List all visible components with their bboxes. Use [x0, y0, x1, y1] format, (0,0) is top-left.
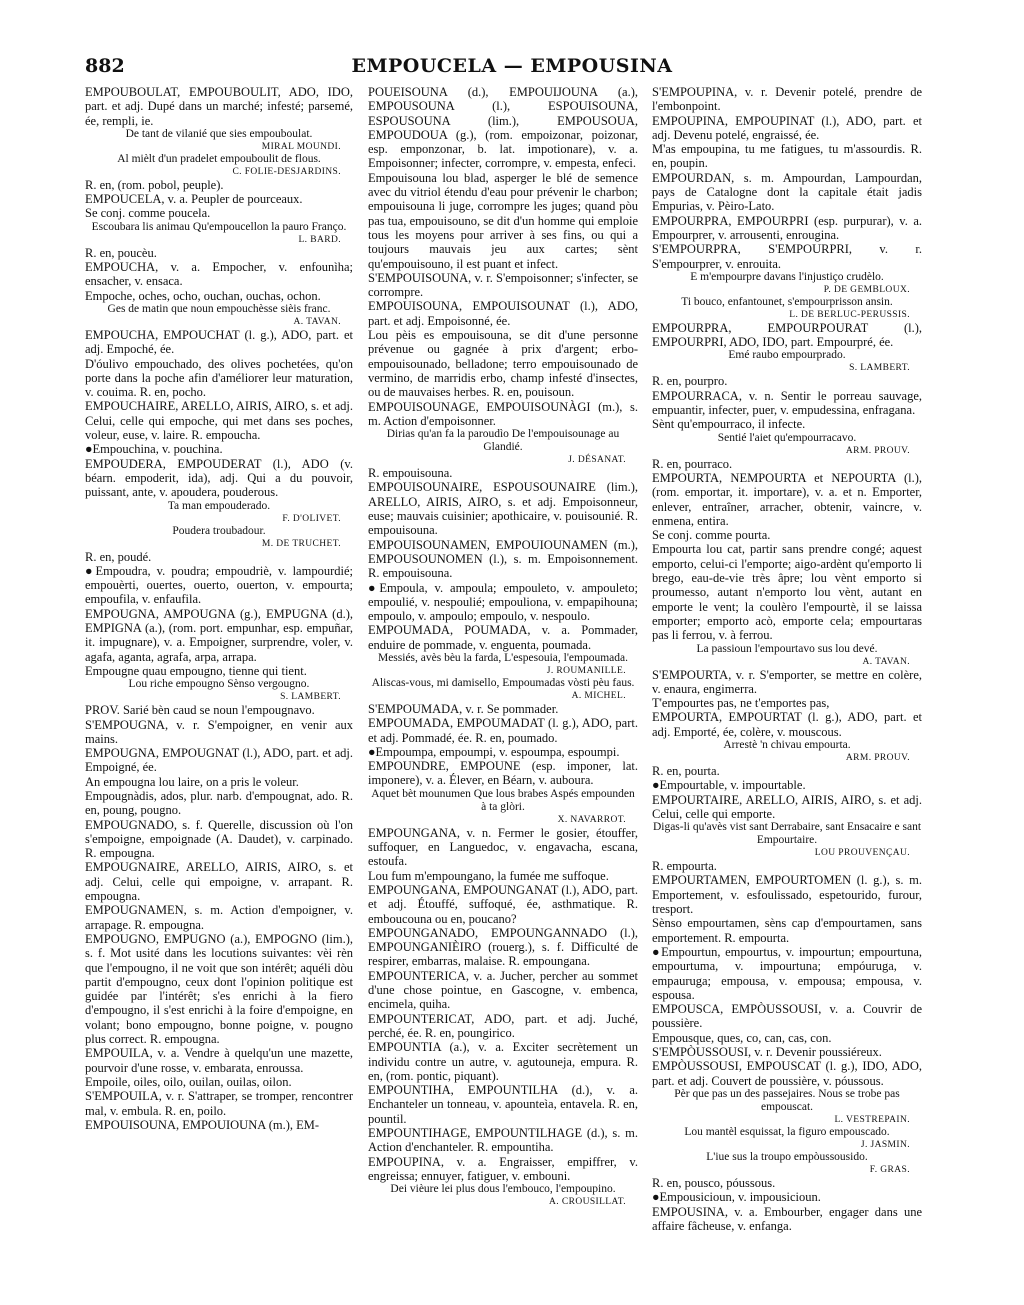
- dictionary-entry: EMPOUCHAIRE, ARELLO, AIRIS, AIRO, s. et adj. Celui, celle qui empoche, qui met dans ses poches, voleur, euse, v. laire. R. empoucha.: [85, 399, 353, 443]
- dictionary-entry: Empourta lou cat, partir sans prendre congé; aquest emporto, celui-ci l'emporte; aigo-ardènt qu'emporto li brego, eau-de-vie très âpre; lou vènt emporto si proumesso, autant n'emporto lou vènt, autant en emporte le vent; la coulèro l'empourtè, il se laissa emporter; emporto acò, emporte cela; empourtaras pas li ferrou, v. à ferrou.: [652, 542, 922, 643]
- dictionary-entry: EMPOUISOUNAGE, EMPOUISOUNÀGI (m.), s. m. Action d'empoisonner.: [368, 399, 638, 428]
- dictionary-entry: EMPOURPRA, EMPOURPOURAT (l.), EMPOURPRI, ADO, IDO, part. Empourpré, ée.: [652, 320, 922, 350]
- dictionary-entry: Sènso empourtamen, sèns cap d'empourtamen, sans emportement. R. empourta.: [652, 916, 922, 945]
- page-number: 882: [85, 55, 125, 77]
- dictionary-entry: EMPOURTA, NEMPOURTA et NEPOURTA (l.), (rom. emportar, it. importare), v. a. et n. Emporter, enlever, entraîner, arracher, obtenir, vaincre, v. enmena, entira.: [652, 470, 922, 528]
- dictionary-entry: S'EMPOURPRA, S'EMPOURPRI, v. r. S'empourprer, v. enrouita.: [652, 242, 922, 271]
- dictionary-entry: ●Empoula, v. ampoula; empouleto, v. ampouleto; empoulié, v. nespoulié; empouliona, v. empapihouna; empoulo, v. ampoulo; empoulo, v. nespoulo.: [368, 580, 638, 624]
- running-title: EMPOUCELA — EMPOUSINA: [351, 55, 673, 77]
- citation-quote: Aliscas-vous, mi damisello, Empoumadas vòsti pèu faus.: [371, 676, 635, 689]
- dictionary-entry: EMPOUNTERICAT, ADO, part. et adj. Juché, perché, ée. R. en, poungirico.: [368, 1011, 638, 1040]
- dictionary-entry: EMPOUILA, v. a. Vendre à quelqu'un une mazette, pourvoir d'une rosse, v. embarata, enroussa.: [85, 1046, 353, 1075]
- dictionary-entry: R. en, pourpro.: [652, 374, 728, 389]
- citation-quote: Escoubara lis animau Qu'empoucellon la pauro Franço.: [91, 220, 347, 233]
- dictionary-entry: S'EMPOUMADA, v. r. Se pommader.: [368, 701, 559, 716]
- dictionary-entry: R. en, pousco, póussous.: [652, 1175, 776, 1190]
- dictionary-entry: EMPOUNGANA, v. n. Fermer le gosier, étouffer, suffoquer, en Languedoc, v. engavacha, escana, estoufa.: [368, 825, 638, 869]
- dictionary-entry: EMPOUISOUNAMEN, EMPOUIOUNAMEN (m.), EMPOUSOUNOMEN (l.), s. m. Empoisonnement. R. empouisouna.: [368, 537, 638, 581]
- citation-quote: Sentié l'aiet qu'empourracavo.: [717, 431, 857, 444]
- dictionary-entry: ●Empourtable, v. impourtable.: [652, 778, 806, 793]
- dictionary-entry: S'EMPOUPINA, v. r. Devenir potelé, prendre de l'embonpoint.: [652, 85, 922, 114]
- dictionary-entry: EMPOUCELA, v. a. Peupler de pourceaux.: [85, 192, 303, 207]
- citation-author: J. JASMIN.: [860, 1139, 910, 1150]
- dictionary-entry: R. en, poudé.: [85, 549, 152, 564]
- dictionary-entry: R. en, (rom. pobol, peuple).: [85, 177, 224, 192]
- dictionary-entry: EMPOUGNO, EMPUGNO (a.), EMPOGNO (lim.), s. f. Mot usité dans les locutions suivantes: vèi rèn que l'empougno, il ne voit que son intérêt; aquéli dòu partit d'empougno, ceux dont l'opinion politique est guidée par l'intérêt; s'es enrichi à la fiero d'empougno, il s'est enrichi à la foire d'empoigne, en volant; bono empougno, bonne poigne, v. pougno plus correct. R. empougna.: [85, 931, 353, 1047]
- dictionary-entry: Lou fum m'empoungano, la fumée me suffoque.: [368, 868, 609, 883]
- citation-author: L. VESTREPAIN.: [834, 1114, 910, 1125]
- dictionary-entry: EMPOUSINA, v. a. Embourber, engager dans une affaire fâcheuse, v. enfanga.: [652, 1204, 922, 1233]
- dictionary-entry: R. en, pourraco.: [652, 456, 733, 471]
- dictionary-entry: EMPOUGNADO, s. f. Querelle, discussion où l'on s'empoigne, empoignade (A. Daudet), v. carpinado. R. empougna.: [85, 817, 353, 861]
- dictionary-entry: EMPOUDERA, EMPOUDERAT (l.), ADO (v. béarn. empoderit, ida), adj. Qui a du pouvoir, puissant, ante, v. apoudera, pouderous.: [85, 456, 353, 500]
- dictionary-entry: EMPOUNTIHAGE, EMPOUNTILHAGE (d.), s. m. Action d'enchanteler. R. empountiha.: [368, 1126, 638, 1155]
- dictionary-entry: EMPOUMADA, EMPOUMADAT (l. g.), ADO, part. et adj. Pommadé, ée. R. en, poumado.: [368, 716, 638, 745]
- column-left: [85, 85, 353, 1132]
- dictionary-entry: Se conj. comme poucela.: [85, 206, 211, 221]
- dictionary-entry: M'as empoupina, tu me fatigues, tu m'assourdis. R. en, poupin.: [652, 142, 922, 171]
- dictionary-entry: Empouisouna lou blad, asperger le blé de semence avec du vitriol étendu d'eau pour prévenir le charbon; empouisouna li juge, corrompre les juges; quand pòu pas tua, empouisouno, se dit d'un homme qui emploie tous les moyens pour arriver à ses fins, ou qui a toujours mauvais jeu aux cartes; sènt qu'empouisouno, il est puant et infect.: [368, 170, 638, 271]
- citation-quote: Lou mantèl esquissat, la figuro empouscado.: [684, 1125, 890, 1138]
- dictionary-entry: EMPOUNTIA (a.), v. a. Exciter secrètement un individu contre un autre, v. agutouneja, empura. R. en, (rom. pontic, piquant).: [368, 1040, 638, 1083]
- dictionary-entry: EMPOUCHA, v. a. Empocher, v. enfounìha; ensacher, v. ensaca.: [85, 260, 353, 289]
- dictionary-entry: EMPÒUSSOUSI, EMPOUSCAT (l. g.), IDO, ADO, part. et adj. Couvert de poussière, v. póussous.: [652, 1059, 922, 1088]
- dictionary-entry: Empougnàdis, ados, plur. narb. d'empougnat, ado. R. en, poung, pougno.: [85, 788, 353, 818]
- dictionary-entry: Empousque, ques, co, can, cas, con.: [652, 1030, 832, 1045]
- citation-quote: Al mièlt d'un pradelet empouboulit de flous.: [117, 152, 321, 165]
- citation-quote: Lou riche empougno Sènso vergougno.: [128, 678, 310, 691]
- citation-quote: Ti bouco, enfantounet, s'empourprisson ansin.: [681, 295, 893, 308]
- dictionary-entry: PROV. Sarié bèn caud se noun l'empougnavo.: [85, 703, 315, 718]
- citation-quote: Aquet bèt mounumen Que lous brabes Aspés empounden à ta glòri.: [371, 787, 635, 813]
- citation-author: P. DE GEMBLOUX.: [823, 284, 910, 295]
- dictionary-entry: EMPOUISOUNAIRE, ESPOUSOUNAIRE (lim.), ARELLO, AIRIS, AIRO, s. et adj. Empoisonneur, euse; mauvais cuisinier; apothicaire, v. pouisounié. R. empouisouna.: [368, 480, 638, 538]
- dictionary-entry: R. empouisouna.: [368, 466, 453, 481]
- citation-author: L. DE BERLUC-PERUSSIS.: [789, 309, 910, 320]
- dictionary-entry: EMPOURDAN, s. m. Ampourdan, Lampourdan, pays de Catalogne dont la capitale était jadis Empurias, v. Pèiro-Lato.: [652, 170, 922, 214]
- citation-author: X. NAVARROT.: [557, 814, 626, 825]
- dictionary-entry: T'empourtes pas, ne t'emportes pas,: [652, 696, 830, 711]
- dictionary-entry: EMPOUSCA, EMPÒUSSOUSI, v. a. Couvrir de poussière.: [652, 1002, 922, 1031]
- dictionary-entry: EMPOUGNA, AMPOUGNA (g.), EMPUGNA (d.), EMPIGNA (a.), (rom. port. empunhar, esp. empuñar, it. impugnare), v. a. Empoigner, surprendre, voler, v. agafa, aganta, agrafa, arpa, arrapa.: [85, 606, 353, 664]
- column-right: [652, 85, 922, 1233]
- dictionary-entry: EMPOUNTIHA, EMPOUNTILHA (d.), v. a. Enchanteler un tonneau, v. apounteìa, entavela. R. en, pountil.: [368, 1083, 638, 1126]
- citation-author: A. TAVAN.: [862, 656, 910, 667]
- dictionary-entry: EMPOUISOUNA, EMPOUIOUNA (m.), EM-: [85, 1117, 320, 1132]
- dictionary-entry: EMPOUBOULAT, EMPOUBOULIT, ADO, IDO, part. et adj. Dupé dans un marché; infesté; parsemé, ée, rempli, ie.: [85, 85, 353, 128]
- dictionary-entry: EMPOURTAIRE, ARELLO, AIRIS, AIRO, s. et adj. Celui, celle qui emporte.: [652, 792, 922, 821]
- dictionary-entry: EMPOURTAMEN, EMPOURTOMEN (l. g.), s. m. Emportement, v. esfoulissado, espetourido, furour, tresport.: [652, 873, 922, 917]
- citation-quote: Arrestè 'n chivau empourta.: [723, 738, 851, 751]
- dictionary-entry: D'óulivo empouchado, des olives pochetées, qu'on porte dans la poche afin d'améliorer leur maturation, v. couima. R. en, pocho.: [85, 356, 353, 400]
- dictionary-entry: Lou pèis es empouisouna, se dit d'une personne prévenue ou gagnée à prix d'argent; erbo-empouisounado, belladone; terro empouisounado de vermino, de marridis erbo, champ infesté d'insectes, ou de mauvaises herbes. R. en, pouisoun.: [368, 328, 638, 400]
- dictionary-entry: S'EMPOUILA, v. r. S'attraper, se tromper, rencontrer mal, v. embula. R. en, poilo.: [85, 1089, 353, 1118]
- dictionary-entry: EMPOURTA, EMPOURTAT (l. g.), ADO, part. et adj. Emporté, ée, colère, v. mouscous.: [652, 710, 922, 739]
- dictionary-entry: EMPOUGNAIRE, ARELLO, AIRIS, AIRO, s. et adj. Celui, celle qui empoigne, v. arrapant. R. empougna.: [85, 860, 353, 904]
- dictionary-entry: ●Empoumpa, empoumpi, v. espoumpa, espoumpi.: [368, 744, 620, 759]
- dictionary-entry: EMPOUPINA, v. a. Engraisser, empiffrer, v. engreissa; ennuyer, fatiguer, v. embouni.: [368, 1154, 638, 1183]
- dictionary-entry: S'EMPÒUSSOUSI, v. r. Devenir poussiéreux.: [652, 1045, 882, 1060]
- dictionary-entry: ●Empoudra, v. poudra; empoudriè, v. lampourdié; empouèrti, ouertes, ouerto, ouerton, v. empourta; empoufila, v. enfaufila.: [85, 563, 353, 607]
- citation-author: ARM. PROUV.: [845, 752, 910, 763]
- citation-author: LOU PROUVENÇAU.: [814, 848, 910, 859]
- dictionary-entry: EMPOUGNA, EMPOUGNAT (l.), ADO, part. et adj. Empoigné, ée.: [85, 746, 353, 775]
- dictionary-entry: EMPOUISOUNA, EMPOUISOUNAT (l.), ADO, part. et adj. Empoisonné, ée.: [368, 299, 638, 328]
- dictionary-entry: EMPOUNGANADO, EMPOUNGANNADO (l.), EMPOUNGANIÈIRO (rouerg.), s. f. Difficulté de respirer, embarras, malaise. R. empoungana.: [368, 925, 638, 969]
- dictionary-entry: EMPOUNTERICA, v. a. Jucher, percher au sommet d'une chose pointue, en Gascogne, v. embenca, encimela, quiha.: [368, 968, 638, 1012]
- dictionary-entry: S'EMPOUISOUNA, v. r. S'empoisonner; s'infecter, se corrompre.: [368, 270, 638, 300]
- dictionary-entry: Sènt qu'empourraco, il infecte.: [652, 417, 806, 432]
- dictionary-entry: EMPOURPRA, EMPOURPRI (esp. purpurar), v. a. Empourprer, v. arrousenti, enrougina.: [652, 213, 922, 242]
- citation-author: S. LAMBERT.: [849, 363, 910, 374]
- dictionary-entry: ●Empousicioun, v. impousicioun.: [652, 1190, 821, 1205]
- citation-quote: E m'empourpre davans l'injustiço crudèlo.: [690, 270, 884, 283]
- citation-author: A. CROUSILLAT.: [549, 1197, 626, 1208]
- citation-quote: L'iue sus la troupo empòussousido.: [706, 1150, 868, 1163]
- dictionary-entry: EMPOUMADA, POUMADA, v. a. Pommader, enduire de pommade, v. enguenta, poumada.: [368, 623, 638, 652]
- citation-author: MIRAL MOUNDI.: [261, 141, 341, 152]
- dictionary-entry: Empougne quau empougno, tienne qui tient.: [85, 663, 307, 678]
- dictionary-entry: EMPOURRACA, v. n. Sentir le porreau sauvage, empuantir, infecter, puer, v. empudessina, enfragana.: [652, 388, 922, 418]
- dictionary-entry: S'EMPOURTA, v. r. S'emporter, se mettre en colère, v. enaura, engimerra.: [652, 667, 922, 696]
- dictionary-entry: EMPOUNGANA, EMPOUNGANAT (l.), ADO, part. et adj. Étouffé, suffoqué, ée, asthmatique. R. emboucouna ou en, poucano?: [368, 882, 638, 926]
- citation-author: J. ROUMANILLE.: [546, 665, 626, 676]
- dictionary-entry: ●Empouchina, v. pouchina.: [85, 442, 223, 457]
- dictionary-entry: An empougna lou laire, on a pris le voleur.: [85, 774, 299, 789]
- citation-quote: Emé raubo empourprado.: [728, 349, 846, 362]
- dictionary-entry: R. en, poucèu.: [85, 245, 157, 260]
- citation-quote: Dirias qu'an fa la paroudìo De l'empouisounage au Glandié.: [386, 428, 620, 454]
- dictionary-entry: Se conj. comme pourta.: [652, 528, 771, 543]
- dictionary-entry: EMPOUCHA, EMPOUCHAT (l. g.), ADO, part. et adj. Empoché, ée.: [85, 327, 353, 357]
- citation-author: A. TAVAN.: [293, 316, 341, 327]
- citation-author: F. D'OLIVET.: [282, 513, 341, 524]
- citation-quote: Ta man empouderado.: [167, 499, 271, 512]
- dictionary-entry: POUEISOUNA (d.), EMPOUIJOUNA (a.), EMPOUSOUNA (l.), ESPOUISOUNA, ESPOUSOUNA (lim.), EMPOUSOUA, EMPOUDOUA (g.), (rom. empoizonar, poizonar, esp. emponzonar, b. lat. impotionare), v. a. Empoisonner; infecter, corrompre, v. empesta, enfeci.: [368, 85, 638, 171]
- citation-quote: Poudera troubadour.: [172, 524, 266, 537]
- citation-author: S. LAMBERT.: [280, 692, 341, 703]
- dictionary-entry: EMPOUPINA, EMPOUPINAT (l.), ADO, part. et adj. Devenu potelé, engraissé, ée.: [652, 113, 922, 142]
- citation-quote: Messiés, avès bèu la farda, L'espesouia, l'empoumada.: [377, 651, 629, 664]
- dictionary-entry: EMPOUGNAMEN, s. m. Action d'empoigner, v. arrapage. R. empougna.: [85, 903, 353, 932]
- citation-quote: Dei vièure lei plus dous l'embouco, l'empoupino.: [390, 1183, 616, 1196]
- dictionary-entry: S'EMPOUGNA, v. r. S'empoigner, en venir aux mains.: [85, 717, 353, 746]
- dictionary-entry: ●Empourtun, empourtus, v. impourtun; empourtuna, empourtuma, v. impourtuna; empóuruga, v. empauruga; empousa, v. empousa; empousa, v. espousa.: [652, 944, 922, 1002]
- dictionary-entry: R. en, pourta.: [652, 763, 720, 778]
- citation-quote: Digas-li qu'avès vist sant Derrabaire, sant Ensacaire e sant Empourtaire.: [652, 821, 922, 847]
- citation-quote: De tant de vilanié que sies empouboulat.: [125, 127, 313, 140]
- citation-author: M. DE TRUCHET.: [261, 538, 341, 549]
- dictionary-entry: EMPOUNDRE, EMPOUNE (esp. imponer, lat. imponere), v. a. Élever, en Béarn, v. auboura.: [368, 759, 638, 788]
- citation-author: J. DÉSANAT.: [568, 455, 626, 466]
- citation-author: L. BARD.: [298, 234, 341, 245]
- citation-quote: Pèr que pas un des passejaires. Nous se trobe pas empouscat.: [674, 1087, 900, 1113]
- citation-author: C. FOLIE-DESJARDINS.: [232, 166, 341, 177]
- citation-author: F. GRAS.: [869, 1164, 910, 1175]
- column-middle: [368, 85, 638, 1208]
- citation-author: A. MICHEL.: [571, 690, 626, 701]
- citation-quote: Ges de matin que noun empouchèsse sièis franc.: [107, 302, 331, 315]
- dictionary-entry: Empoche, oches, ocho, ouchan, ouchas, ochon.: [85, 288, 321, 303]
- dictionary-entry: Empoile, oiles, oilo, ouilan, ouilas, oilon.: [85, 1074, 292, 1089]
- dictionary-entry: R. empourta.: [652, 859, 717, 874]
- citation-author: ARM. PROUV.: [845, 445, 910, 456]
- citation-quote: La passioun l'empourtavo sus lou devé.: [696, 642, 878, 655]
